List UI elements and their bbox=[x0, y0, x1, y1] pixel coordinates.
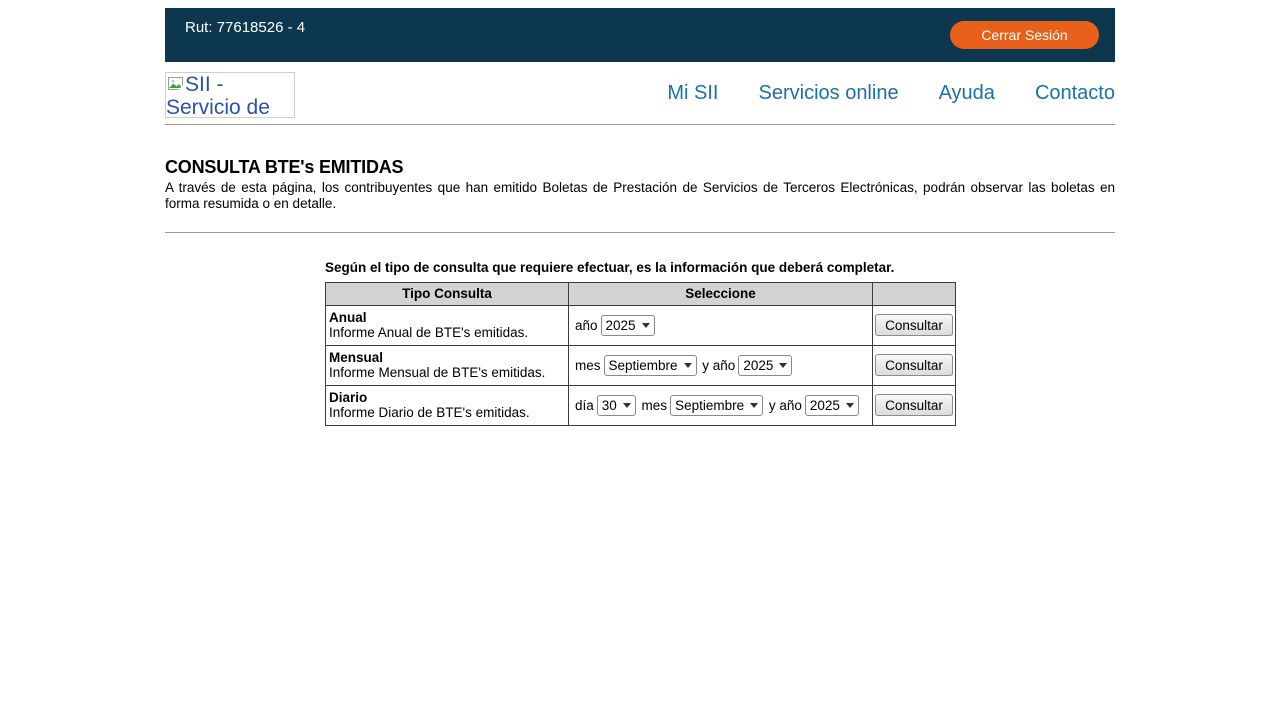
diario-type-cell bbox=[326, 385, 569, 425]
diario-month-select-wrap bbox=[670, 395, 763, 416]
anual-consultar-button[interactable]: Consultar bbox=[875, 314, 953, 336]
diario-month-label: mes bbox=[641, 397, 668, 413]
col-header-tipo-consulta: Tipo Consulta bbox=[326, 282, 569, 305]
diario-year-select[interactable] bbox=[805, 395, 859, 416]
mensual-year-select-wrap bbox=[738, 355, 792, 376]
diario-type-description: Informe Diario de BTE's emitidas. bbox=[329, 405, 530, 420]
diario-controls-cell bbox=[569, 385, 873, 425]
anual-type-cell bbox=[326, 305, 569, 345]
logout-button[interactable]: Cerrar Sesión bbox=[950, 21, 1099, 49]
page-title: CONSULTA BTE's EMITIDAS bbox=[165, 157, 404, 177]
nav-ayuda[interactable]: Ayuda bbox=[938, 81, 995, 104]
divider bbox=[165, 232, 1115, 233]
mensual-type-cell bbox=[326, 345, 569, 385]
diario-month-select[interactable] bbox=[670, 395, 763, 416]
instruction-text: Según el tipo de consulta que requiere efectuar, es la información que deberá completar. bbox=[325, 260, 895, 275]
table-row-diario bbox=[326, 385, 956, 425]
anual-year-select[interactable] bbox=[601, 315, 655, 336]
mensual-button-cell bbox=[873, 345, 956, 385]
table-header-row bbox=[326, 282, 956, 305]
consulta-table bbox=[325, 282, 956, 426]
mensual-type-description: Informe Mensual de BTE's emitidas. bbox=[329, 365, 546, 380]
logo-alt-wrap bbox=[166, 73, 270, 118]
anual-year-label: año bbox=[575, 317, 598, 333]
broken-image-icon bbox=[168, 73, 184, 96]
nav-servicios-online[interactable]: Servicios online bbox=[758, 81, 899, 104]
diario-year-label: y año bbox=[768, 397, 802, 413]
page-container bbox=[165, 8, 1115, 426]
col-header-action bbox=[873, 282, 956, 305]
mensual-year-label: y año bbox=[702, 357, 736, 373]
table-row-anual bbox=[326, 305, 956, 345]
logo-link[interactable] bbox=[165, 72, 295, 118]
topbar bbox=[165, 8, 1115, 62]
diario-day-label: día bbox=[575, 397, 594, 413]
col-header-seleccione: Seleccione bbox=[569, 282, 873, 305]
mensual-month-select-wrap bbox=[604, 355, 697, 376]
table-row-mensual bbox=[326, 345, 956, 385]
logo-alt-text: SII - Servicio de bbox=[166, 73, 270, 118]
diario-type-label: Diario bbox=[329, 389, 368, 405]
anual-type-description: Informe Anual de BTE's emitidas. bbox=[329, 325, 529, 340]
diario-year-select-wrap bbox=[805, 395, 859, 416]
mensual-type-label: Mensual bbox=[329, 349, 384, 365]
anual-button-cell bbox=[873, 305, 956, 345]
anual-year-select-wrap bbox=[601, 315, 655, 336]
consult-section bbox=[325, 260, 955, 426]
page-description: A través de esta página, los contribuyentes que han emitido Boletas de Prestación de Servicios de Terceros Electrónicas, podrán observar las boletas en forma resumida o en detalle. bbox=[165, 180, 1115, 211]
header bbox=[165, 62, 1115, 125]
diario-consultar-button[interactable]: Consultar bbox=[875, 394, 953, 416]
nav-mi-sii[interactable]: Mi SII bbox=[667, 81, 719, 104]
rut-label: Rut: 77618526 - 4 bbox=[185, 19, 306, 36]
nav-contacto[interactable]: Contacto bbox=[1034, 81, 1115, 104]
main-content bbox=[165, 157, 1115, 426]
diario-day-select-wrap bbox=[597, 395, 636, 416]
diario-day-select[interactable] bbox=[597, 395, 636, 416]
anual-type-label: Anual bbox=[329, 309, 367, 325]
mensual-month-label: mes bbox=[575, 357, 601, 373]
main-nav bbox=[667, 82, 1115, 105]
mensual-controls-cell bbox=[569, 345, 873, 385]
diario-button-cell bbox=[873, 385, 956, 425]
mensual-consultar-button[interactable]: Consultar bbox=[875, 354, 953, 376]
anual-controls-cell bbox=[569, 305, 873, 345]
mensual-month-select[interactable] bbox=[604, 355, 697, 376]
mensual-year-select[interactable] bbox=[738, 355, 792, 376]
